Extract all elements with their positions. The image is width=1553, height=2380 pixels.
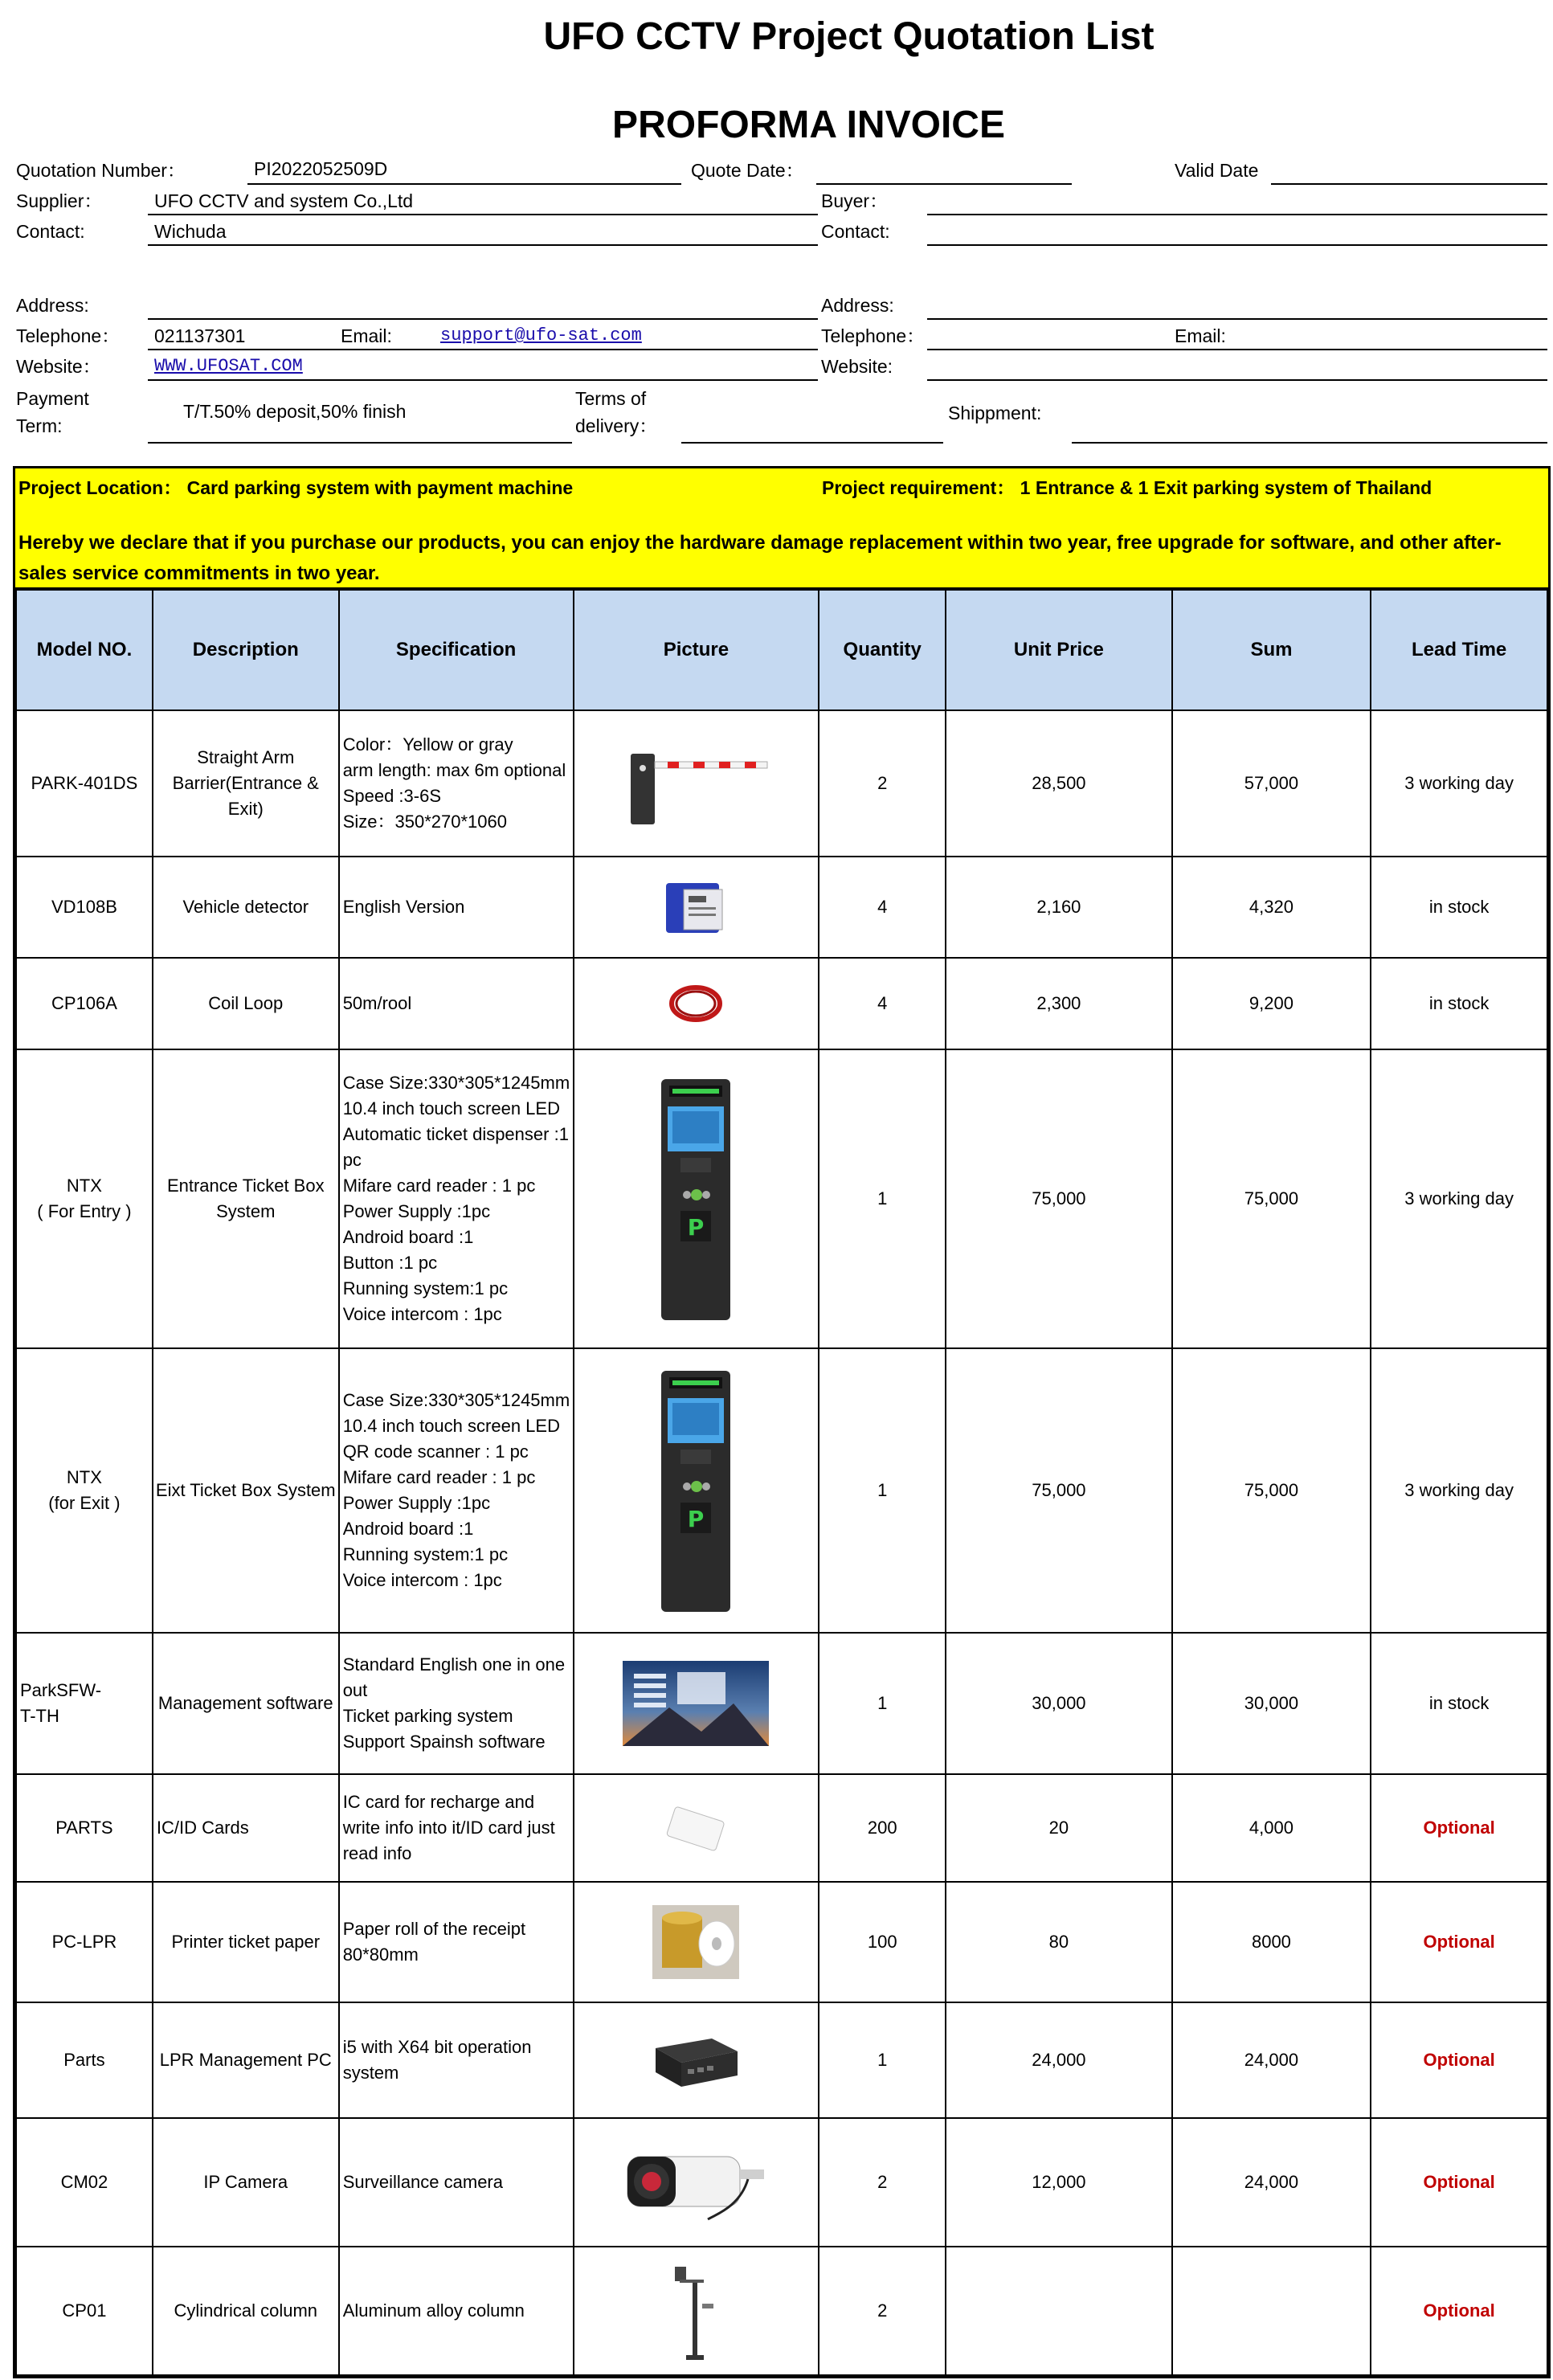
description-cell-text: Management software	[157, 1693, 333, 1713]
sum-cell-text: 57,000	[1244, 773, 1299, 793]
model-cell	[16, 1348, 153, 1633]
picture-cell	[574, 1633, 819, 1774]
quote-date-label: Quote Date：	[691, 160, 804, 181]
sum-cell	[1172, 1348, 1371, 1633]
quantity-cell-text: 1	[877, 1188, 888, 1208]
description-cell-text: Cylindrical column	[174, 2300, 318, 2321]
sum-cell-text: 4,000	[1249, 1818, 1293, 1838]
specification-cell	[339, 1882, 574, 2002]
quantity-cell	[819, 1633, 946, 1774]
quantity-cell	[819, 1348, 946, 1633]
model-cell	[16, 710, 153, 857]
quantity-cell	[819, 2247, 946, 2375]
table-row	[16, 1882, 1547, 2002]
terms-label-line1: Terms of	[575, 388, 647, 409]
ip-camera-image	[574, 2142, 819, 2223]
description-cell	[153, 1348, 339, 1633]
project-location: Project Location： Card parking system with payment machine	[18, 477, 574, 498]
lead-time-cell	[1371, 958, 1547, 1049]
sum-cell	[1172, 857, 1371, 958]
quantity-cell-text: 200	[867, 1818, 897, 1838]
table-row	[16, 1348, 1547, 1633]
model-cell-text: VD108B	[51, 897, 117, 917]
header-lead-time: Lead Time	[1371, 590, 1547, 710]
lead-time-cell-text: in stock	[1428, 993, 1490, 1013]
description-cell-text: LPR Management PC	[159, 2050, 332, 2070]
lead-time-cell-text: 3 working day	[1404, 1188, 1514, 1208]
sum-cell-text: 24,000	[1244, 2172, 1299, 2192]
quantity-cell	[819, 857, 946, 958]
unit-price-cell	[946, 958, 1172, 1049]
header-unit-price: Unit Price	[946, 590, 1172, 710]
lead-time-cell-text: Optional	[1423, 2172, 1495, 2192]
quantity-cell	[819, 1882, 946, 2002]
unit-price-cell-text: 2,300	[1036, 993, 1081, 1013]
picture-cell	[574, 1348, 819, 1633]
header-specification: Specification	[339, 590, 574, 710]
buyer-website-label: Website:	[821, 356, 893, 377]
model-cell	[16, 1774, 153, 1882]
specification-cell	[339, 958, 574, 1049]
picture-cell	[574, 2247, 819, 2375]
quotation-number-value: PI2022052509D	[254, 158, 388, 179]
sum-cell	[1172, 958, 1371, 1049]
sum-cell-text: 8000	[1251, 1932, 1291, 1952]
quantity-cell	[819, 1774, 946, 1882]
specification-cell-text: Standard English one in one out Ticket parking system Support Spainsh software	[342, 1654, 566, 1752]
header-description: Description	[153, 590, 339, 710]
payment-label-line1: Payment	[16, 388, 89, 409]
unit-price-cell-text: 30,000	[1032, 1693, 1086, 1713]
paper-roll-image	[574, 1904, 819, 1981]
specification-cell-text: Case Size:330*305*1245mm 10.4 inch touch screen LED Automatic ticket dispenser :1 pc Mifare card reader : 1 pc Power Supply :1pc Android board :1 Button :1 pc Running system:1 pc Voice intercom : 1pc	[342, 1073, 570, 1324]
model-cell-text: Parts	[63, 2050, 105, 2070]
address-label: Address:	[16, 295, 89, 316]
sum-cell-text: 4,320	[1249, 897, 1293, 917]
specification-cell-text: 50m/rool	[342, 993, 412, 1013]
lead-time-cell	[1371, 857, 1547, 958]
specification-cell	[339, 2118, 574, 2247]
sum-cell	[1172, 2118, 1371, 2247]
telephone-label: Telephone：	[16, 325, 121, 346]
description-cell	[153, 1882, 339, 2002]
model-cell-text: NTX ( For Entry )	[37, 1176, 132, 1221]
quantity-cell	[819, 958, 946, 1049]
description-cell-text: Printer ticket paper	[171, 1932, 321, 1952]
lead-time-cell-text: Optional	[1423, 2050, 1495, 2070]
buyer-email-label: Email:	[1175, 325, 1226, 346]
buyer-contact-label: Contact:	[821, 221, 890, 242]
sum-cell-text: 24,000	[1244, 2050, 1299, 2070]
lead-time-cell	[1371, 1348, 1547, 1633]
lead-time-cell	[1371, 1049, 1547, 1348]
contact-label: Contact:	[16, 221, 85, 242]
table-row	[16, 958, 1547, 1049]
unit-price-cell	[946, 1633, 1172, 1774]
ticket-box-image	[574, 1366, 819, 1615]
specification-cell	[339, 710, 574, 857]
supplier-value: UFO CCTV and system Co.,Ltd	[154, 190, 414, 211]
model-cell	[16, 1633, 153, 1774]
table-row	[16, 1049, 1547, 1348]
quantity-cell	[819, 1049, 946, 1348]
website-label: Website：	[16, 356, 101, 377]
buyer-telephone-label: Telephone：	[821, 325, 926, 346]
model-cell-text: PC-LPR	[51, 1932, 117, 1952]
buyer-label: Buyer：	[821, 190, 889, 211]
model-cell-text: CP01	[62, 2300, 107, 2321]
quantity-cell-text: 1	[877, 1480, 888, 1500]
description-cell	[153, 710, 339, 857]
specification-cell-text: Surveillance camera	[342, 2172, 503, 2192]
mini-pc-image	[574, 2024, 819, 2096]
model-cell-text: ParkSFW- T-TH	[20, 1680, 102, 1726]
svg-text:P: P	[688, 1506, 705, 1532]
table-row	[16, 1633, 1547, 1774]
specification-cell	[339, 1774, 574, 1882]
sum-cell	[1172, 1882, 1371, 2002]
header-sum: Sum	[1172, 590, 1371, 710]
unit-price-cell-text: 75,000	[1032, 1188, 1086, 1208]
unit-price-cell	[946, 1882, 1172, 2002]
lead-time-cell-text: 3 working day	[1404, 773, 1514, 793]
payment-label-line2: Term:	[16, 415, 63, 436]
svg-text:P: P	[688, 1214, 705, 1241]
specification-cell-text: Case Size:330*305*1245mm 10.4 inch touch screen LED QR code scanner : 1 pc Mifare card reader : 1 pc Power Supply :1pc Android board :1 Running system:1 pc Voice intercom : 1pc	[342, 1390, 570, 1590]
description-cell	[153, 1774, 339, 1882]
unit-price-cell	[946, 1348, 1172, 1633]
buyer-address-label: Address:	[821, 295, 894, 316]
description-cell-text: IP Camera	[203, 2172, 288, 2192]
vehicle-detector-image	[574, 875, 819, 939]
lead-time-cell-text: 3 working day	[1404, 1480, 1514, 1500]
quantity-cell-text: 4	[877, 993, 888, 1013]
software-screen-image	[574, 1659, 819, 1748]
specification-cell-text: Color：Yellow or gray arm length: max 6m optional Speed :3-6S Size：350*270*1060	[342, 734, 566, 832]
document-subtitle: PROFORMA INVOICE	[612, 104, 1005, 146]
header-model: Model NO.	[16, 590, 153, 710]
unit-price-cell-text: 80	[1048, 1932, 1069, 1952]
ticket-box-image	[574, 1074, 819, 1323]
description-cell	[153, 1633, 339, 1774]
description-cell	[153, 958, 339, 1049]
quotation-table-frame	[13, 466, 1551, 2378]
quotation-number-label: Quotation Number：	[16, 160, 186, 181]
sum-cell	[1172, 1774, 1371, 1882]
website-link[interactable]: WWW.UFOSAT.COM	[154, 356, 303, 376]
description-cell-text: Eixt Ticket Box System	[155, 1480, 336, 1500]
model-cell	[16, 1882, 153, 2002]
column-image	[574, 2259, 819, 2363]
lead-time-cell	[1371, 1633, 1547, 1774]
unit-price-cell	[946, 2247, 1172, 2375]
table-row	[16, 2118, 1547, 2247]
quantity-cell-text: 2	[877, 2172, 888, 2192]
specification-cell	[339, 1633, 574, 1774]
model-cell-text: CP106A	[51, 993, 117, 1013]
table-header-row	[16, 590, 1547, 710]
specification-cell-text: IC card for recharge and write info into it/ID card just read info	[342, 1792, 555, 1863]
description-cell-text: Entrance Ticket Box System	[166, 1176, 325, 1221]
project-banner	[15, 468, 1548, 589]
table-row	[16, 857, 1547, 958]
lead-time-cell	[1371, 2002, 1547, 2118]
description-cell	[153, 2118, 339, 2247]
lead-time-cell	[1371, 1882, 1547, 2002]
model-cell-text: PARTS	[55, 1818, 113, 1838]
sum-cell	[1172, 2247, 1371, 2375]
specification-cell	[339, 1348, 574, 1633]
quantity-cell	[819, 2002, 946, 2118]
picture-cell	[574, 1774, 819, 1882]
model-cell	[16, 958, 153, 1049]
project-requirement: Project requirement： 1 Entrance & 1 Exit parking system of Thailand	[822, 477, 1432, 498]
coil-loop-image	[574, 979, 819, 1028]
unit-price-cell	[946, 2118, 1172, 2247]
model-cell-text: CM02	[60, 2172, 108, 2192]
description-cell-text: Vehicle detector	[182, 897, 309, 917]
sum-cell	[1172, 710, 1371, 857]
unit-price-cell	[946, 857, 1172, 958]
quantity-cell	[819, 710, 946, 857]
sum-cell	[1172, 1049, 1371, 1348]
model-cell-text: NTX (for Exit )	[48, 1467, 121, 1513]
description-cell-text: Coil Loop	[208, 993, 284, 1013]
picture-cell	[574, 2002, 819, 2118]
model-cell	[16, 1049, 153, 1348]
items-table	[15, 589, 1548, 2376]
model-cell-text: PARK-401DS	[31, 773, 138, 793]
lead-time-cell	[1371, 2247, 1547, 2375]
sum-cell-text: 75,000	[1244, 1480, 1299, 1500]
picture-cell	[574, 958, 819, 1049]
table-row	[16, 710, 1547, 857]
quantity-cell-text: 1	[877, 1693, 888, 1713]
unit-price-cell-text: 12,000	[1032, 2172, 1086, 2192]
specification-cell	[339, 857, 574, 958]
unit-price-cell-text: 2,160	[1036, 897, 1081, 917]
model-cell	[16, 2002, 153, 2118]
description-cell-text: Straight Arm Barrier(Entrance & Exit)	[172, 747, 319, 819]
unit-price-cell-text: 75,000	[1032, 1480, 1086, 1500]
warranty-declaration: Hereby we declare that if you purchase our products, you can enjoy the hardware damage replacement within two year, free upgrade for software, and other after-sales service commitments in two year.	[18, 532, 1502, 584]
sum-cell	[1172, 2002, 1371, 2118]
quantity-cell-text: 2	[877, 773, 888, 793]
lead-time-cell	[1371, 2118, 1547, 2247]
picture-cell	[574, 857, 819, 958]
ic-card-image	[574, 1804, 819, 1852]
description-cell-text: IC/ID Cards	[156, 1818, 249, 1838]
email-label: Email:	[341, 325, 392, 346]
lead-time-cell	[1371, 1774, 1547, 1882]
specification-cell-text: Aluminum alloy column	[342, 2300, 525, 2321]
picture-cell	[574, 710, 819, 857]
specification-cell-text: Paper roll of the receipt 80*80mm	[342, 1919, 526, 1965]
unit-price-cell	[946, 710, 1172, 857]
contact-value: Wichuda	[154, 221, 227, 242]
table-row	[16, 2002, 1547, 2118]
quantity-cell	[819, 2118, 946, 2247]
table-row	[16, 2247, 1547, 2375]
lead-time-cell-text: Optional	[1423, 1932, 1495, 1952]
description-cell	[153, 2247, 339, 2375]
lead-time-cell-text: in stock	[1428, 897, 1490, 917]
header-quantity: Quantity	[819, 590, 946, 710]
terms-label-line2: delivery：	[575, 415, 658, 436]
sum-cell-text: 9,200	[1249, 993, 1293, 1013]
picture-cell	[574, 1882, 819, 2002]
specification-cell-text: i5 with X64 bit operation system	[342, 2037, 532, 2083]
shipment-label: Shippment:	[948, 403, 1042, 423]
lead-time-cell	[1371, 710, 1547, 857]
valid-date-label: Valid Date	[1175, 160, 1259, 181]
picture-cell	[574, 2118, 819, 2247]
sum-cell	[1172, 1633, 1371, 1774]
specification-cell	[339, 1049, 574, 1348]
description-cell	[153, 857, 339, 958]
sum-cell-text: 30,000	[1244, 1693, 1299, 1713]
email-link[interactable]: support@ufo-sat.com	[440, 325, 642, 346]
description-cell	[153, 2002, 339, 2118]
unit-price-cell-text: 24,000	[1032, 2050, 1086, 2070]
unit-price-cell	[946, 1774, 1172, 1882]
quantity-cell-text: 2	[877, 2300, 888, 2321]
barrier-gate-image	[574, 739, 819, 828]
sum-cell-text: 75,000	[1244, 1188, 1299, 1208]
specification-cell-text: English Version	[342, 897, 465, 917]
unit-price-cell-text: 28,500	[1032, 773, 1086, 793]
model-cell	[16, 857, 153, 958]
unit-price-cell-text: 20	[1048, 1818, 1069, 1838]
model-cell	[16, 2118, 153, 2247]
payment-value: T/T.50% deposit,50% finish	[183, 401, 407, 422]
table-row	[16, 1774, 1547, 1882]
lead-time-cell-text: in stock	[1428, 1693, 1490, 1713]
quantity-cell-text: 100	[867, 1932, 897, 1952]
unit-price-cell	[946, 2002, 1172, 2118]
model-cell	[16, 2247, 153, 2375]
quantity-cell-text: 1	[877, 2050, 888, 2070]
unit-price-cell	[946, 1049, 1172, 1348]
telephone-value: 021137301	[154, 325, 246, 346]
specification-cell	[339, 2002, 574, 2118]
supplier-label: Supplier：	[16, 190, 103, 211]
picture-cell	[574, 1049, 819, 1348]
description-cell	[153, 1049, 339, 1348]
document-title: UFO CCTV Project Quotation List	[543, 15, 1155, 58]
quantity-cell-text: 4	[877, 897, 888, 917]
lead-time-cell-text: Optional	[1423, 2300, 1495, 2321]
lead-time-cell-text: Optional	[1423, 1818, 1495, 1838]
header-picture: Picture	[574, 590, 819, 710]
specification-cell	[339, 2247, 574, 2375]
